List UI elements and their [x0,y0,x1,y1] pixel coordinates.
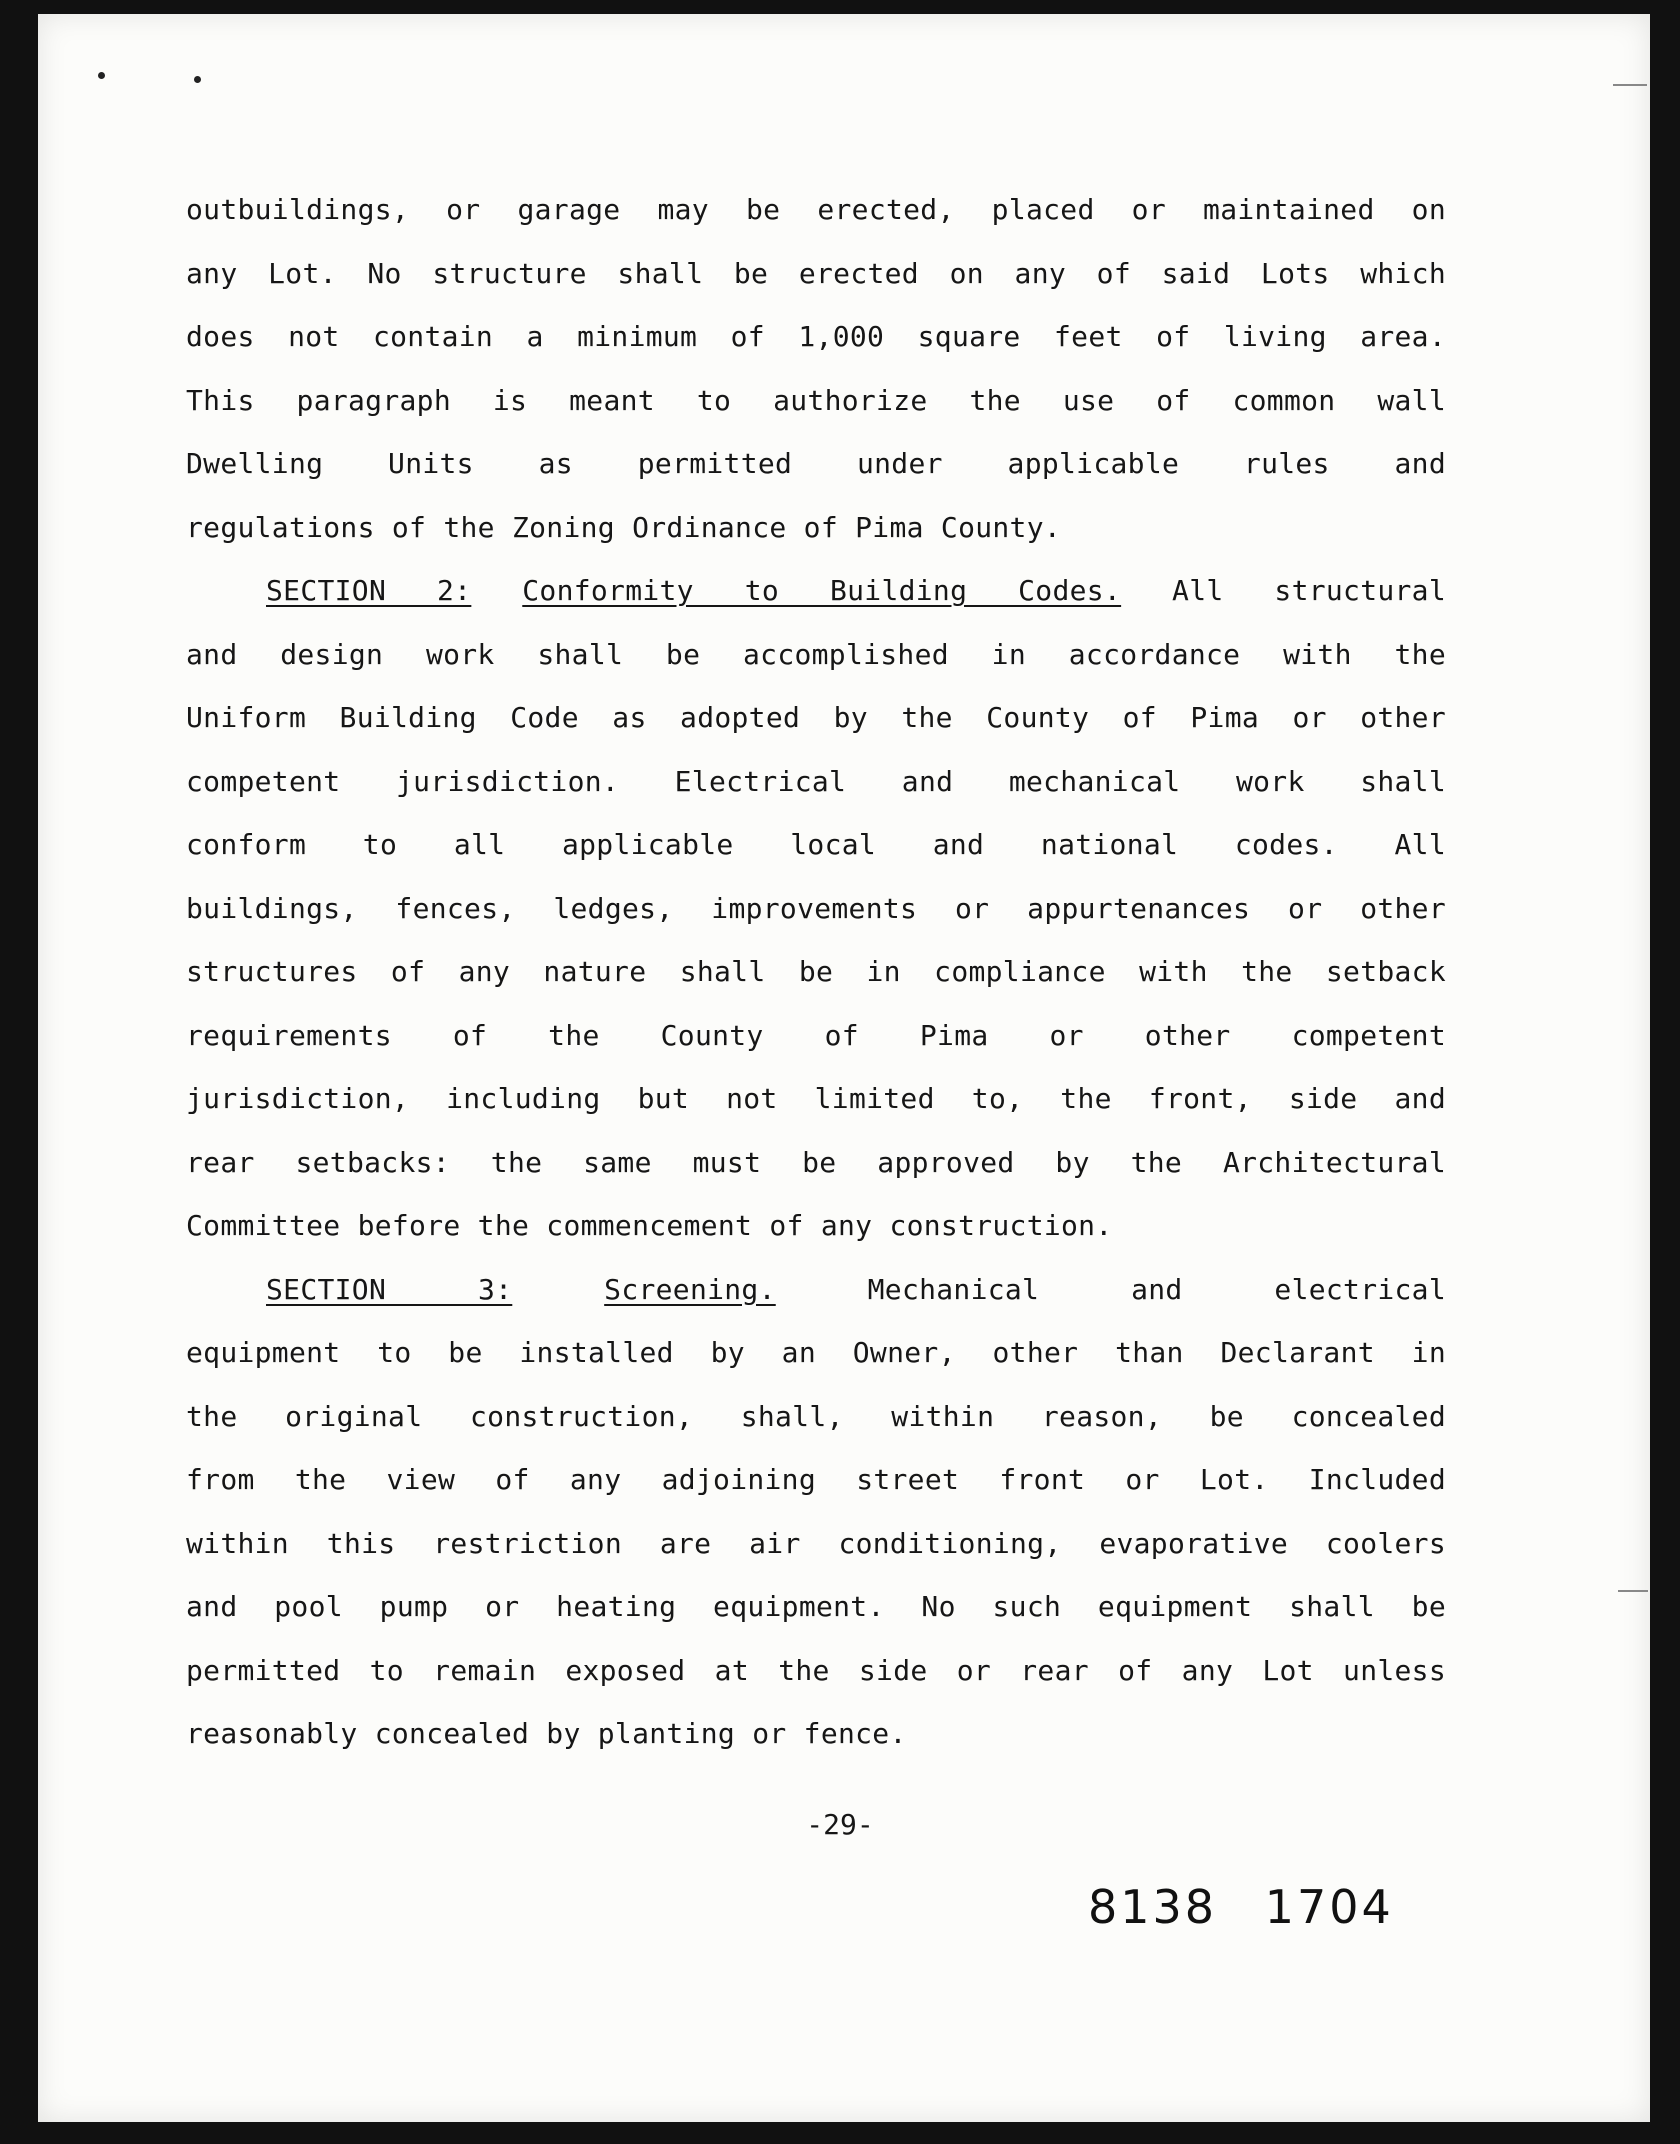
body-text [186,178,1446,1766]
text-line: regulations of the Zoning Ordinance of Pima County. [186,510,1062,544]
section-3-label: SECTION 3: [266,1272,513,1306]
text-line: Dwelling Units as permitted under applicable rules and [186,447,1446,480]
speck-mark [98,72,105,79]
text-line: and design work shall be accomplished in accordance with the [186,637,1446,671]
section-2-first-line: All structural [1172,574,1446,607]
text-line: from the view of any adjoining street front or Lot. Included [186,1463,1446,1496]
section-3-heading-line [186,1258,1446,1322]
text-line: rear setbacks: the same must be approved by the Architectural [186,1145,1446,1179]
page-number: -29- [806,1808,874,1841]
text-line: equipment to be installed by an Owner, other than Declarant in [186,1336,1446,1369]
section-3-title: Screening. [604,1272,776,1306]
text-line: competent jurisdiction. Electrical and mechanical work shall [186,764,1446,798]
text-line: buildings, fences, ledges, improvements or appurtenances or other [186,891,1446,925]
text-line: Committee before the commencement of any construction. [186,1209,1113,1242]
text-line: reasonably concealed by planting or fence. [186,1717,907,1750]
text-line: outbuildings, or garage may be erected, placed or maintained on [186,193,1446,226]
section-2-heading-line [186,559,1446,623]
section-2-label: SECTION 2: [266,574,472,607]
text-line: requirements of the County of Pima or other competent [186,1018,1446,1052]
margin-mark [1613,84,1647,86]
text-line: the original construction, shall, within reason, be concealed [186,1399,1446,1433]
text-line: This paragraph is meant to authorize the use of common wall [186,383,1446,417]
text-line: Uniform Building Code as adopted by the County of Pima or other [186,701,1446,734]
text-line: any Lot. No structure shall be erected on any of said Lots which [186,256,1446,290]
speck-mark [194,76,201,83]
section-3-first-line: Mechanical and electrical [867,1272,1446,1306]
recording-stamp-number: 8138 1704 [1088,1880,1394,1934]
margin-mark [1618,1590,1648,1592]
section-2-title: Conformity to Building Codes. [522,574,1122,607]
text-line: does not contain a minimum of 1,000 square feet of living area. [186,320,1446,353]
text-line: structures of any nature shall be in compliance with the setback [186,955,1446,988]
text-line: conform to all applicable local and national codes. All [186,828,1446,861]
text-line: jurisdiction, including but not limited to, the front, side and [186,1082,1446,1115]
text-line: and pool pump or heating equipment. No such equipment shall be [186,1590,1446,1623]
text-line: within this restriction are air conditioning, evaporative coolers [186,1526,1446,1560]
text-line: permitted to remain exposed at the side or rear of any Lot unless [186,1653,1446,1687]
